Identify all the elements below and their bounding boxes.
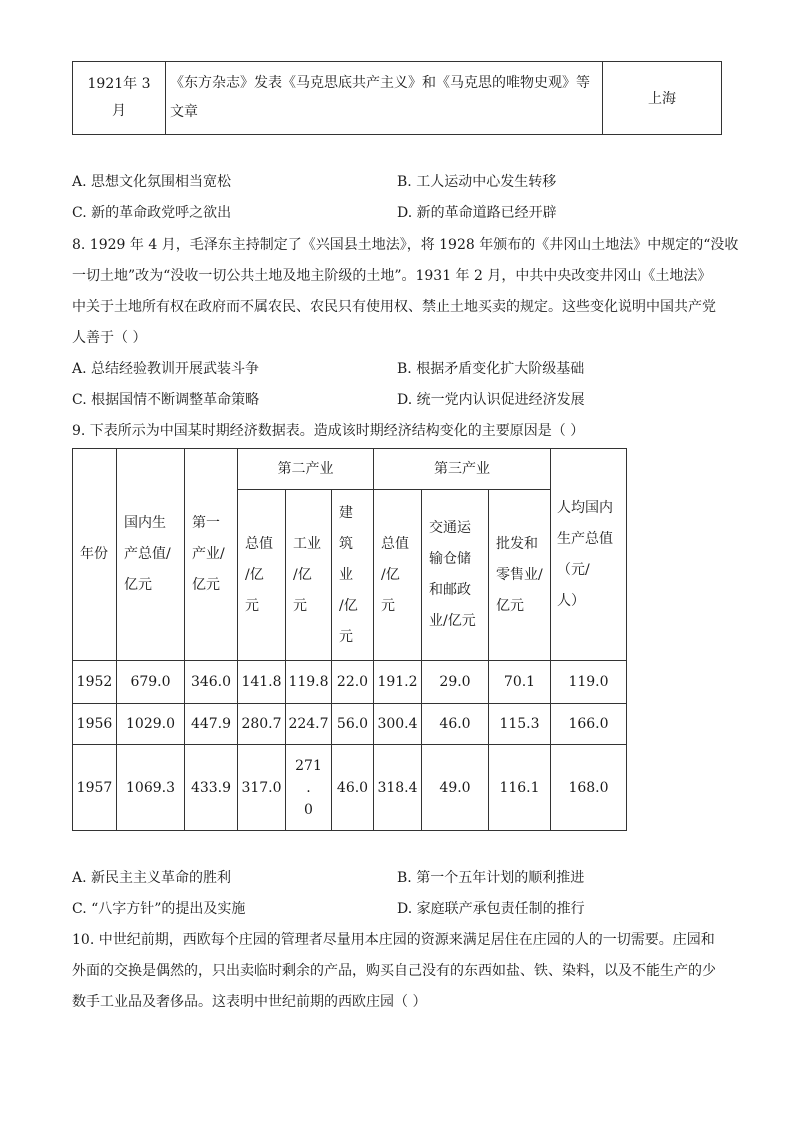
header-text: 交通运	[429, 520, 471, 536]
q8-stem-line4: 人善于（ ）	[72, 330, 147, 346]
header-retail	[489, 490, 551, 661]
header-gdp	[117, 449, 185, 661]
header-tertiary-total	[374, 490, 422, 661]
q9-option-a: A. 新民主主义革命的胜利	[72, 870, 232, 886]
header-text: /亿	[293, 566, 312, 583]
q7-option-b: B. 工人运动中心发生转移	[397, 174, 557, 190]
q8-option-b: B. 根据矛盾变化扩大阶级基础	[397, 361, 585, 377]
cell-retail: 116.1	[489, 745, 551, 831]
header-text: 业	[339, 566, 353, 583]
header-text: 国内生	[124, 515, 166, 531]
header-text: 元	[293, 597, 307, 614]
header-text: 批发和	[496, 535, 538, 552]
cell-gdp: 1069.3	[117, 745, 185, 831]
header-text: 产总值/	[124, 546, 171, 562]
header-text: 生产总值	[557, 530, 613, 547]
cell-per-capita: 166.0	[551, 704, 627, 745]
cell-per-capita: 168.0	[551, 745, 627, 831]
cell-year: 1956	[73, 704, 117, 745]
cell-secondary-total: 280.7	[238, 704, 286, 745]
cell-gdp: 1029.0	[117, 704, 185, 745]
cell-retail: 115.3	[489, 704, 551, 745]
q9-stem: 9. 下表所示为中国某时期经济数据表。造成该时期经济结构变化的主要原因是（ ）	[72, 423, 585, 439]
header-text: 零售业/	[496, 566, 543, 583]
header-text: 和邮政	[429, 582, 471, 598]
header-text: 人均国内	[557, 499, 613, 516]
header-text: 业/亿元	[429, 613, 476, 629]
event-date-cell	[73, 62, 166, 135]
header-tertiary-industry: 第三产业	[374, 449, 551, 490]
header-year: 年份	[73, 449, 117, 661]
cell-industry-part: .	[306, 779, 311, 796]
header-secondary-total	[238, 490, 286, 661]
header-text: 产业/	[192, 546, 225, 562]
header-text: /亿	[245, 566, 264, 583]
header-text: 亿元	[496, 597, 524, 614]
q7-option-d: D. 新的革命道路已经开辟	[397, 205, 557, 221]
q8-stem-line3: 中关于土地所有权在政府而不属农民、农民只有使用权、禁止土地买卖的规定。这些变化说明中国共产党	[72, 299, 716, 315]
header-industry	[286, 490, 332, 661]
q10-stem-line2: 外面的交换是偶然的，只出卖临时剩余的产品，购买自己没有的东西如盐、铁、染料，以及不能生产的少	[72, 963, 716, 979]
cell-primary: 346.0	[185, 661, 238, 704]
header-text: 元	[245, 597, 259, 614]
header-text: 建	[339, 504, 353, 521]
header-text: 第一	[192, 515, 220, 531]
header-text: （元/	[557, 561, 590, 578]
event-desc-line1: 《东方杂志》发表《马克思底共产主义》和《马克思的唯物史观》等	[170, 75, 590, 91]
cell-transport: 49.0	[422, 745, 489, 831]
header-text: /亿	[339, 597, 358, 614]
cell-primary: 447.9	[185, 704, 238, 745]
event-description-cell	[166, 62, 603, 135]
q10-stem-line3: 数手工业品及奢侈品。这表明中世纪前期的西欧庄园（ ）	[72, 994, 427, 1010]
q9-option-d: D. 家庭联产承包责任制的推行	[397, 901, 585, 917]
cell-secondary-total: 141.8	[238, 661, 286, 704]
cell-industry-part: 0	[304, 801, 313, 818]
cell-industry: 119.8	[286, 661, 332, 704]
q8-option-a: A. 总结经验教训开展武装斗争	[72, 361, 260, 377]
cell-year: 1952	[73, 661, 117, 704]
cell-year: 1957	[73, 745, 117, 831]
table-row	[73, 745, 627, 831]
event-date-line1: 1921年 3	[87, 76, 151, 92]
cell-tertiary-total: 191.2	[374, 661, 422, 704]
table-row	[73, 661, 627, 704]
header-text: 元	[339, 628, 353, 645]
cell-gdp: 679.0	[117, 661, 185, 704]
cell-tertiary-total: 318.4	[374, 745, 422, 831]
cell-retail: 70.1	[489, 661, 551, 704]
header-secondary-industry: 第二产业	[238, 449, 374, 490]
event-place-cell: 上海	[603, 62, 722, 135]
q10-stem-line1: 10. 中世纪前期，西欧每个庄园的管理者尽量用本庄园的资源来满足居住在庄园的人的一切需要。庄园和	[72, 932, 715, 948]
header-text: 人）	[557, 592, 585, 609]
q8-option-c: C. 根据国情不断调整革命策略	[72, 392, 260, 408]
event-date-line2: 月	[112, 103, 126, 119]
cell-industry	[286, 745, 332, 831]
cell-construction: 22.0	[332, 661, 374, 704]
header-text: /亿	[381, 566, 400, 583]
q7-event-table	[72, 61, 722, 135]
header-text: 输仓储	[429, 551, 471, 567]
header-text: 总值	[381, 535, 409, 552]
header-text: 总值	[245, 535, 273, 552]
cell-primary: 433.9	[185, 745, 238, 831]
header-text: 亿元	[124, 577, 152, 593]
header-primary-industry	[185, 449, 238, 661]
header-per-capita-gdp	[551, 449, 627, 661]
cell-construction: 56.0	[332, 704, 374, 745]
q9-economic-data-table	[72, 448, 627, 831]
cell-industry-part: 271	[295, 757, 322, 774]
cell-transport: 46.0	[422, 704, 489, 745]
event-desc-line2: 文章	[170, 104, 198, 120]
q9-option-c: C. “八字方针”的提出及实施	[72, 901, 246, 917]
cell-construction: 46.0	[332, 745, 374, 831]
q7-option-c: C. 新的革命政党呼之欲出	[72, 205, 232, 221]
header-text: 亿元	[192, 577, 220, 593]
cell-per-capita: 119.0	[551, 661, 627, 704]
header-transport	[422, 490, 489, 661]
q9-option-b: B. 第一个五年计划的顺利推进	[397, 870, 585, 886]
cell-industry: 224.7	[286, 704, 332, 745]
header-text: 工业	[293, 535, 321, 552]
q8-stem-line1: 8. 1929 年 4 月，毛泽东主持制定了《兴国县土地法》，将 1928 年颁布的《井冈山土地法》中规定的“没收	[72, 237, 739, 253]
header-text: 元	[381, 597, 395, 614]
cell-tertiary-total: 300.4	[374, 704, 422, 745]
q8-stem-line2: 一切土地”改为“没收一切公共土地及地主阶级的土地”。1931 年 2 月，中共中央改变井冈山《土地法》	[72, 268, 712, 284]
header-text: 筑	[339, 535, 353, 552]
table-row	[73, 62, 722, 135]
q7-option-a: A. 思想文化氛围相当宽松	[72, 174, 232, 190]
cell-secondary-total: 317.0	[238, 745, 286, 831]
header-construction	[332, 490, 374, 661]
table-row	[73, 704, 627, 745]
cell-transport: 29.0	[422, 661, 489, 704]
q8-option-d: D. 统一党内认识促进经济发展	[397, 392, 585, 408]
